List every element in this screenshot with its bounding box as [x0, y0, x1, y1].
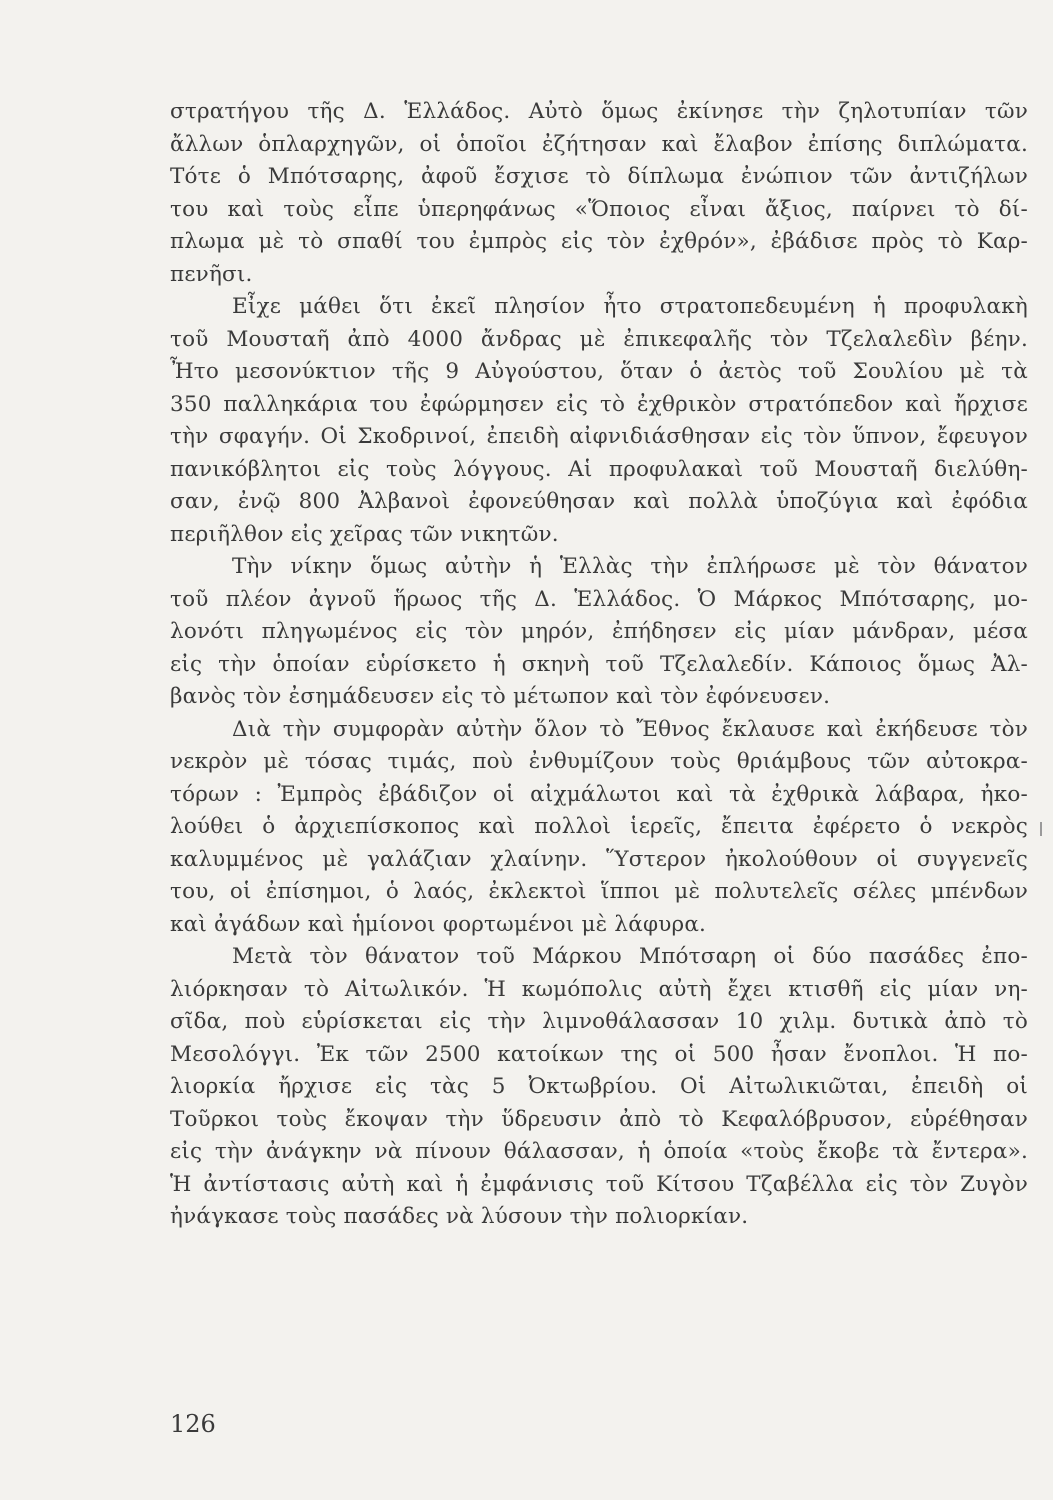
text-line: καλυμμένος μὲ γαλάζιαν χλαίνην. Ὕστερον ἠκολούθουν οἱ συγγενεῖς	[170, 846, 1028, 872]
text-line: Τότε ὁ Μπότσαρης, ἀφοῦ ἔσχισε τὸ δίπλωμα ἐνώπιον τῶν ἀντιζήλων	[170, 164, 1028, 189]
text-line: σαν, ἐνῷ 800 Ἀλβανοὶ ἐφονεύθησαν καὶ πολλὰ ὑποζύγια καὶ ἐφόδια	[170, 489, 1028, 514]
text-line: στρατήγου τῆς Δ. Ἑλλάδος. Αὐτὸ ὅμως ἐκίνησε τὴν ζηλοτυπίαν τῶν	[170, 99, 1028, 124]
text-line: καὶ ἀγάδων καὶ ἡμίονοι φορτωμένοι μὲ λάφυρα.	[170, 911, 707, 937]
text-line: βανὸς τὸν ἐσημάδευσεν εἰς τὸ μέτωπον καὶ τὸν ἐφόνευσεν.	[170, 684, 831, 709]
text-line: τὴν σφαγήν. Οἱ Σκοδρινοί, ἐπειδὴ αἰφνιδιάσθησαν εἰς τὸν ὕπνον, ἔφευγον	[170, 424, 1028, 449]
paragraph	[170, 96, 1028, 291]
text-line: πενῆσι.	[170, 261, 253, 287]
text-line: τοῦ Μουσταῆ ἀπὸ 4000 ἄνδρας μὲ ἐπικεφαλῆς τὸν Τζελαλεδὶν βέην.	[170, 326, 1028, 352]
text-line: Διὰ τὴν συμφορὰν αὐτὴν ὅλον τὸ Ἔθνος ἔκλαυσε καὶ ἐκήδευσε τὸν	[232, 716, 1028, 742]
text-line: λιορκία ἤρχισε εἰς τὰς 5 Ὀκτωβρίου. Οἱ Αἰτωλικιῶται, ἐπειδὴ οἱ	[170, 1074, 1028, 1099]
paragraph	[170, 291, 1028, 551]
text-line: Τοῦρκοι τοὺς ἔκοψαν τὴν ὕδρευσιν ἀπὸ τὸ Κεφαλόβρυσον, εὑρέθησαν	[170, 1106, 1028, 1132]
text-line: πανικόβλητοι εἰς τοὺς λόγγους. Αἱ προφυλακαὶ τοῦ Μουσταῆ διελύθη-	[170, 456, 1028, 482]
text-line: τοῦ πλέον ἀγνοῦ ἥρωος τῆς Δ. Ἑλλάδος. Ὁ Μάρκος Μπότσαρης, μο-	[170, 586, 1028, 612]
text-line: ἠνάγκασε τοὺς πασάδες νὰ λύσουν τὴν πολιορκίαν.	[170, 1204, 749, 1229]
body-text	[170, 96, 1028, 1234]
text-line: λιόρκησαν τὸ Αἰτωλικόν. Ἡ κωμόπολις αὐτὴ ἔχει κτισθῆ εἰς μίαν νη-	[170, 976, 1028, 1002]
text-line: Ἦτο μεσονύκτιον τῆς 9 Αὐγούστου, ὅταν ὁ ἀετὸς τοῦ Σουλίου μὲ τὰ	[170, 359, 1028, 384]
text-line: εἰς τὴν ἀνάγκην νὰ πίνουν θάλασσαν, ἡ ὁποία «τοὺς ἔκοβε τὰ ἔντερα».	[170, 1139, 1028, 1164]
text-line: του καὶ τοὺς εἶπε ὑπερηφάνως «Ὅποιος εἶναι ἄξιος, παίρνει τὸ δί-	[170, 196, 1028, 222]
text-line: Μετὰ τὸν θάνατον τοῦ Μάρκου Μπότσαρη οἱ δύο πασάδες ἐπο-	[232, 944, 1028, 969]
text-line: πλωμα μὲ τὸ σπαθί του ἐμπρὸς εἰς τὸν ἐχθρόν», ἐβάδισε πρὸς τὸ Καρ-	[170, 229, 1028, 254]
text-line: νεκρὸν μὲ τόσας τιμάς, ποὺ ἐνθυμίζουν τοὺς θριάμβους τῶν αὐτοκρα-	[170, 749, 1028, 774]
text-line: του, οἱ ἐπίσημοι, ὁ λαός, ἐκλεκτοὶ ἵπποι μὲ πολυτελεῖς σέλες μπένδων	[170, 879, 1028, 904]
text-line: 350 παλληκάρια του ἐφώρμησεν εἰς τὸ ἐχθρικὸν στρατόπεδον καὶ ἤρχισε	[170, 391, 1028, 417]
paragraph	[170, 714, 1028, 942]
text-line: Μεσολόγγι. Ἐκ τῶν 2500 κατοίκων της οἱ 500 ἦσαν ἔνοπλοι. Ἡ πο-	[170, 1041, 1028, 1067]
text-line: λούθει ὁ ἀρχιεπίσκοπος καὶ πολλοὶ ἱερεῖς, ἔπειτα ἐφέρετο ὁ νεκρὸς	[170, 814, 1028, 839]
paragraph	[170, 551, 1028, 714]
text-line: περιῆλθον εἰς χεῖρας τῶν νικητῶν.	[170, 521, 559, 547]
margin-mark	[1040, 822, 1042, 836]
text-line: σῖδα, ποὺ εὑρίσκεται εἰς τὴν λιμνοθάλασσαν 10 χιλμ. δυτικὰ ἀπὸ τὸ	[170, 1009, 1028, 1034]
text-line: Ἡ ἀντίστασις αὐτὴ καὶ ἡ ἐμφάνισις τοῦ Κίτσου Τζαβέλλα εἰς τὸν Ζυγὸν	[170, 1171, 1028, 1197]
page-number: 126	[170, 1410, 216, 1438]
text-line: τόρων : Ἐμπρὸς ἐβάδιζον οἱ αἰχμάλωτοι καὶ τὰ ἐχθρικὰ λάβαρα, ἠκο-	[170, 781, 1028, 807]
paragraph	[170, 941, 1028, 1234]
text-line: Εἶχε μάθει ὅτι ἐκεῖ πλησίον ἦτο στρατοπεδευμένη ἡ προφυλακὴ	[232, 294, 1028, 319]
text-line: Τὴν νίκην ὅμως αὐτὴν ἡ Ἑλλὰς τὴν ἐπλήρωσε μὲ τὸν θάνατον	[232, 554, 1028, 579]
text-line: ἄλλων ὁπλαρχηγῶν, οἱ ὁποῖοι ἐζήτησαν καὶ ἔλαβον ἐπίσης διπλώματα.	[170, 131, 1028, 157]
text-line: εἰς τὴν ὁποίαν εὑρίσκετο ἡ σκηνὴ τοῦ Τζελαλεδίν. Κάποιος ὅμως Ἀλ-	[170, 651, 1028, 677]
text-line: λονότι πληγωμένος εἰς τὸν μηρόν, ἐπήδησεν εἰς μίαν μάνδραν, μέσα	[170, 619, 1028, 644]
